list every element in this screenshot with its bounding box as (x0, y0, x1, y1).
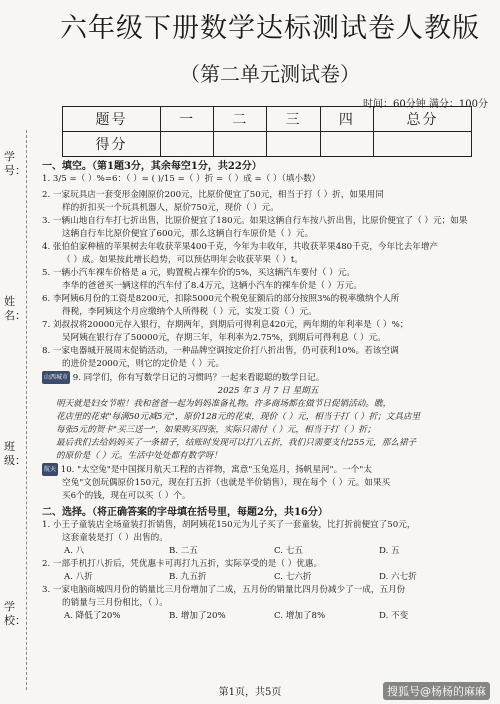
student-number-label: 学号： (4, 150, 26, 177)
question-line: 5. 一辆小汽车裸车价格是 a 元，购置税占裸车价的5%，买这辆汽车要付（ ）元。 (42, 268, 355, 278)
diary-line: 花店里的花束"每满50元减5元"，原价128元的花束，现价（ ）元，相当于打（ ）折；文具店里 (56, 412, 421, 422)
question-line: 3. 一家电脑商城四月份的销量比三月份增加了二成，五月份的销量比四月份减少了一成，五月份 (42, 585, 406, 595)
option: B. 二五 (169, 546, 198, 556)
exam-subtitle: （第二单元测试卷） (180, 62, 360, 86)
question-line: 的销量与三月份相比，（ ）。 (62, 598, 168, 608)
question-line: 吴阿姨在银行存了50000元，存期三年，年利率为2.75%，到期后可得利息（ ）元。 (62, 333, 386, 343)
question-line: 买6个的钱，现在可以买（ ）个。 (62, 491, 191, 501)
score-blank[interactable] (267, 132, 320, 157)
score-blank[interactable] (161, 132, 214, 157)
question-line: 李华的爸爸买一辆这样的汽车付了8.4万元，这辆小汽车的裸车价是（ ）万元。 (62, 281, 362, 291)
time-score-info: 时间：60分钟 满分：100分 (363, 99, 488, 110)
exam-content (42, 160, 494, 623)
score-table-header-row (63, 107, 472, 132)
score-cell: 二 (214, 107, 267, 132)
score-cell: 三 (267, 107, 320, 132)
question-line: 8. 一家电器城开展周末促销活动，一种品牌空调按定价打八折出售，仍可获利10%。若该空调 (42, 346, 399, 356)
page-footer: 第1页，共5页 (218, 687, 282, 698)
diary-line: 最后我们去给妈妈买了一条裙子，结账时发现可以打八五折，我们只需要支付255元，那么裙子 (56, 438, 417, 448)
option: A. 降低了20% (64, 611, 121, 621)
question-line: 7. 刘叔叔将20000元存入银行，存期两年，到期后可得利息420元，两年期的年利率是（ ）%； (42, 320, 409, 330)
option: A. 八 (64, 546, 85, 556)
class-label: 班级： (4, 440, 26, 467)
question-line: 2. 一家玩具店一套变形金刚原价200元，比原价便宜了50元，相当于打（ ）折，如果用同 (42, 190, 384, 200)
section-heading: 二、选择。（将正确答案的字母填在括号里，每题2分，共16分） (42, 507, 328, 518)
question-line: 得税，李阿姨这个月应缴纳个人所得税（ ）元，实发工资（ ）元。 (62, 307, 317, 317)
answer-options (42, 571, 494, 584)
question-line: 4. 张伯伯家种植的苹果树去年收获苹果400千克，今年为丰收年，共收获苹果480千克，今年比去年增产 (42, 242, 439, 252)
score-cell: 总分 (373, 107, 471, 132)
option: B. 九五折 (169, 572, 207, 582)
school-label: 学校： (4, 600, 26, 627)
question-line: 这辆自行车比原价便宜了600元，那么这辆自行车原价是（ ）元。 (62, 229, 314, 239)
score-blank[interactable] (320, 132, 373, 157)
watermark: 搜狐号@杨杨的麻麻 (383, 682, 490, 700)
option: C. 七六折 (274, 572, 312, 582)
region-badge: 山西城市 (42, 371, 70, 384)
option: D. 五 (379, 546, 400, 556)
question-line: 6. 李阿姨6月份的工资是8200元，扣除5000元个税免征额后的部分按照3%的税率缴纳个人所 (42, 294, 400, 304)
diary-line: 明天就是妇女节啦！我和爸爸一起为妈妈准备礼物。许多商场都在做节日促销活动。瞧， (56, 399, 392, 409)
question-line: 样的折扣买一个玩具机器人，原价750元，现价（ ）元。 (62, 203, 279, 213)
score-cell: 一 (161, 107, 214, 132)
question-line: （ ）成。如果按此增长趋势，可以预估明年会收获苹果（ ）t。 (62, 255, 303, 265)
diary-line: 每张5元的贺卡"买三送一"，如果购买四张，实际只需付（ ）元，相当于打（ ）折； (56, 425, 376, 435)
option: D. 六七折 (379, 572, 417, 582)
question-line (42, 371, 494, 385)
diary-line: 的原价是（ ）元。生活中处处都有数学呀！ (56, 451, 223, 461)
score-cell: 四 (320, 107, 373, 132)
score-blank[interactable] (373, 132, 471, 157)
question-line: 3. 一辆山地自行车打七折出售，比原价便宜了180元。如果这辆自行车按八折出售，比原价便宜了（ ）元；如果 (42, 216, 468, 226)
answer-options (42, 610, 494, 623)
question-text: 9. 同学们，你有写数学日记的习惯吗？一起来看聪聪的数学日记。 (72, 373, 325, 383)
question-line: 1. 小王子童装店全场童装打折销售，胡阿姨花150元为儿子买了一套童装，比打折前便宜了50元， (42, 520, 416, 530)
question-line: 1. 3/5 =（ ）%=6：（ ）= ( )/15 =（ ）折 =（ ）成 =（ ）（填小数） (42, 174, 321, 184)
option: C. 七五 (274, 546, 303, 556)
score-cell: 题号 (63, 107, 161, 132)
score-table-score-row (63, 132, 472, 157)
question-line: 2. 一部手机打八折后，凭优惠卡可再打九五折，实际享受的是（ ）优惠。 (42, 559, 323, 569)
option: B. 增加了20% (169, 611, 226, 621)
binding-margin (0, 120, 40, 704)
exam-title: 六年级下册数学达标测试卷人教版 (60, 13, 480, 44)
section-heading: 一、填空。（第1题3分，其余每空1分，共22分） (42, 161, 262, 172)
answer-options (42, 545, 494, 558)
question-line (42, 463, 494, 477)
score-blank[interactable] (214, 132, 267, 157)
question-line: 的进价是2000元，则它的定价是（ ）元。 (62, 359, 225, 369)
option: C. 增加了8% (274, 611, 326, 621)
student-name-label: 姓名： (4, 295, 26, 322)
score-cell: 得分 (63, 132, 161, 157)
question-text: 10. "太空兔"是中国探月航天工程的吉祥物，寓意"玉兔巡月，扬帆星河"。一个"太 (60, 465, 372, 475)
option: D. 不变 (379, 611, 409, 621)
question-line: 这套童装是打（ ）出售的。 (62, 533, 168, 543)
option: A. 八折 (64, 572, 93, 582)
question-line: 空兔"文创玩偶原价150元，现在打五折（也就是半价销售），现在每个（ ）元。如果买 (62, 478, 391, 488)
topic-badge: 航天 (42, 463, 58, 476)
score-table (62, 106, 472, 157)
diary-date: 2025 年 3 月 7 日 星期五 (217, 386, 319, 396)
binding-line (26, 130, 27, 690)
